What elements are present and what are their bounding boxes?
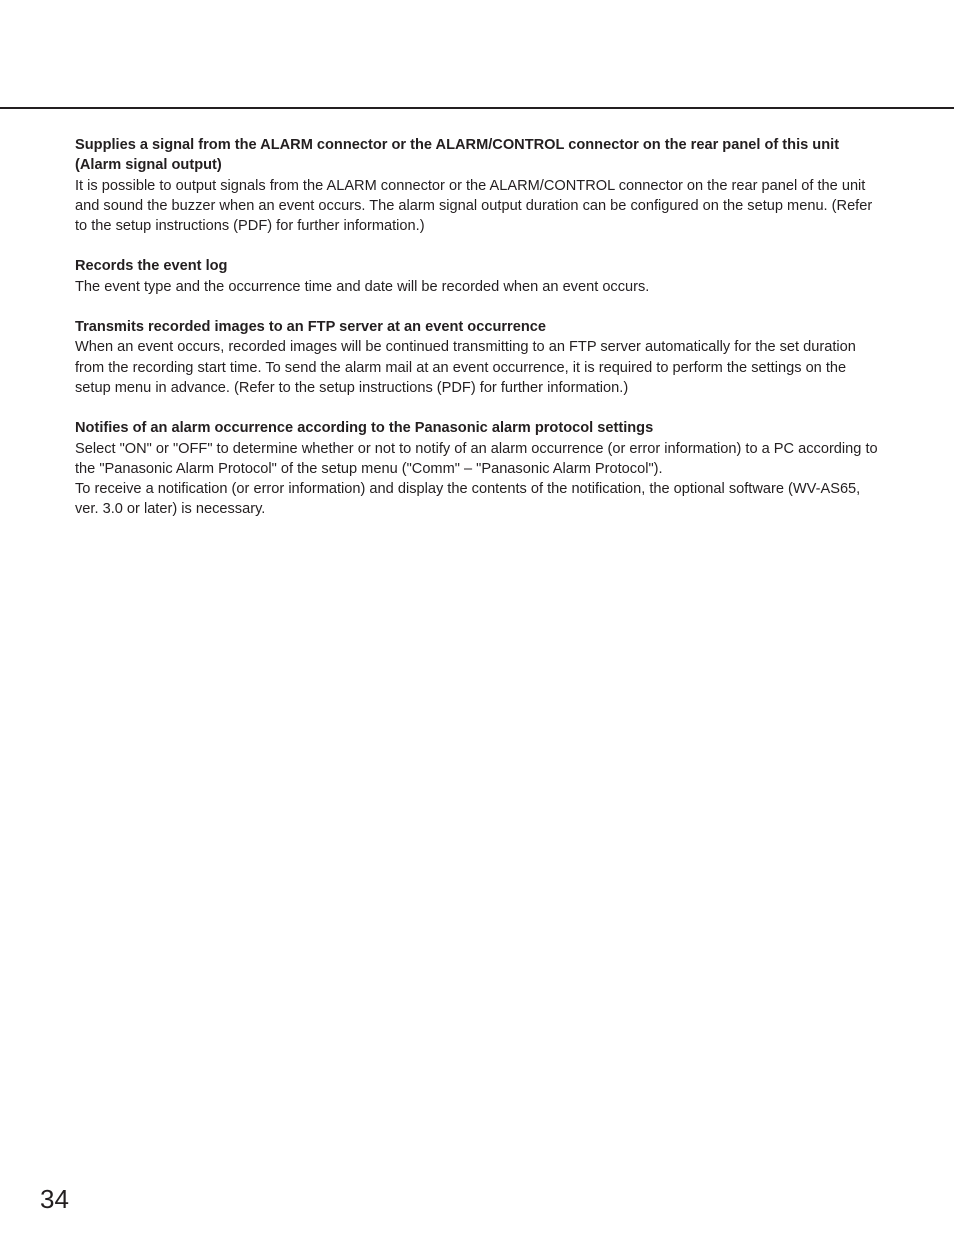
page-content <box>75 135 880 540</box>
section-ftp-transmission <box>75 317 880 398</box>
section-paragraph: Select "ON" or "OFF" to determine whether or not to notify of an alarm occurrence (or error information) to a PC according to the "Panasonic Alarm Protocol" of the setup menu ("Comm" – "Panasonic Alarm Protocol"). <box>75 440 878 477</box>
section-heading: Records the event log <box>75 258 228 275</box>
page-number: 34 <box>40 1184 69 1214</box>
section-heading: Supplies a signal from the ALARM connector or the ALARM/CONTROL connector on the rear panel of this unit (Alarm signal output) <box>75 137 840 174</box>
section-alarm-protocol <box>75 418 880 519</box>
header-rule <box>0 107 954 109</box>
section-paragraph: When an event occurs, recorded images will be continued transmitting to an FTP server automatically for the set duration from the recording start time. To send the alarm mail at an event occurrence, it is required to perform the settings on the setup menu in advance. (Refer to the setup instructions (PDF) for further information.) <box>75 339 856 396</box>
section-heading: Notifies of an alarm occurrence according to the Panasonic alarm protocol settings <box>75 420 654 437</box>
section-event-log <box>75 256 880 297</box>
section-paragraph: The event type and the occurrence time and date will be recorded when an event occurs. <box>75 278 650 295</box>
section-paragraph: To receive a notification (or error information) and display the contents of the notification, the optional software (WV-AS65, ver. 3.0 or later) is necessary. <box>75 481 861 518</box>
section-paragraph: It is possible to output signals from the ALARM connector or the ALARM/CONTROL connector on the rear panel of the unit and sound the buzzer when an event occurs. The alarm signal output duration can be configured on the setup menu. (Refer to the setup instructions (PDF) for further information.) <box>75 177 873 235</box>
section-heading: Transmits recorded images to an FTP server at an event occurrence <box>75 319 546 336</box>
section-alarm-signal-output <box>75 135 880 236</box>
